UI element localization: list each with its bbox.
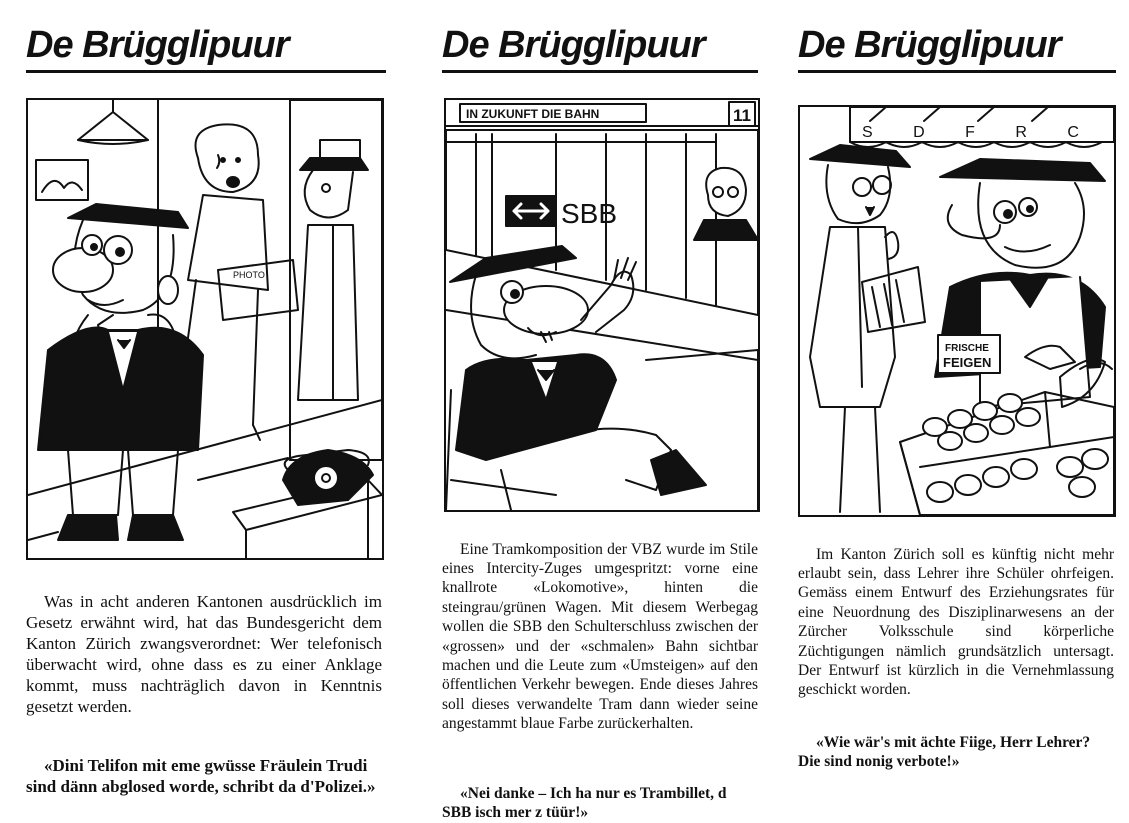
- column-title: De Brügglipuur: [26, 20, 386, 73]
- cartoon-tram-drawing: [446, 100, 758, 510]
- tram-destination-sign: IN ZUKUNFT DIE BAHN: [466, 107, 600, 121]
- sbb-logo-text: SBB: [561, 198, 618, 229]
- article-text: Was in acht anderen Kantonen ausdrücklich im Gesetz erwähnt wird, hat das Bundesgericht dem Kanton Zürich zwangsverordnet: Wer telefonisch überwacht wird, ohne dass es zu einer Anklage kommt, muss nachträglich davon in Kenntnis gesetzt werden.: [26, 592, 382, 716]
- fruit-sign-line-1: FRISCHE: [945, 343, 989, 354]
- cartoon-figs: [798, 105, 1116, 517]
- column-title: De Brügglipuur: [442, 20, 758, 73]
- fruit-sign-line-2: FEIGEN: [943, 355, 992, 370]
- column-figs: [798, 0, 1116, 770]
- cartoon-telephone-drawing: [28, 100, 382, 558]
- cartoon-telephone: [26, 98, 384, 560]
- cartoon-caption: «Nei danke – Ich ha nur es Trambillet, d SBB isch mer z tüür!»: [442, 784, 727, 821]
- awning-lettering: S D F R C: [862, 124, 1097, 141]
- cartoon-figs-drawing: [800, 107, 1114, 515]
- cartoon-caption: «Wie wär's mit ächte Fiige, Herr Lehrer? Die sind nonig verbote!»: [798, 733, 1091, 770]
- column-tram: [442, 0, 758, 821]
- tram-line-number: 11: [733, 106, 751, 125]
- column-telephone: [26, 0, 386, 796]
- cartoon-tram: [444, 98, 760, 512]
- svg-text:PHOTO: PHOTO: [233, 270, 265, 280]
- column-title: De Brügglipuur: [798, 20, 1116, 73]
- article-text: Eine Tramkomposition der VBZ wurde im Stile eines Intercity-Zuges umgespritzt: vorne eine knallrote «Lokomotive», hinten die steingrau/grünen Wagen. Mit diesem Werbegag wollen die SBB den Schulterschluss zwischen der «grossen» und der «schmalen» Bahn sichtbar machen und die Leute zum «Umsteigen» auf den öffentlichen Verkehr bewegen. Ende dieses Jahres soll dieses verwandelte Tram dann wieder seine angestammt blaue Farbe zurückerhalten.: [442, 540, 758, 733]
- article-text: Im Kanton Zürich soll es künftig nicht mehr erlaubt sein, dass Lehrer ihre Schüler ohrfeigen. Gemäss einem Entwurf des Erziehungsrates für eine Neuordnung des Disziplinarwesens an der Zürcher Volksschule sind körperliche Züchtigungen nämlich grundsätzlich untersagt. Der Entwurf ist kürzlich in die Vernehmlassung geschickt worden.: [798, 545, 1114, 699]
- cartoon-caption: «Dini Telifon mit eme gwüsse Fräulein Trudi sind dänn abglosed worde, schribt da d'Polizei.»: [26, 756, 376, 796]
